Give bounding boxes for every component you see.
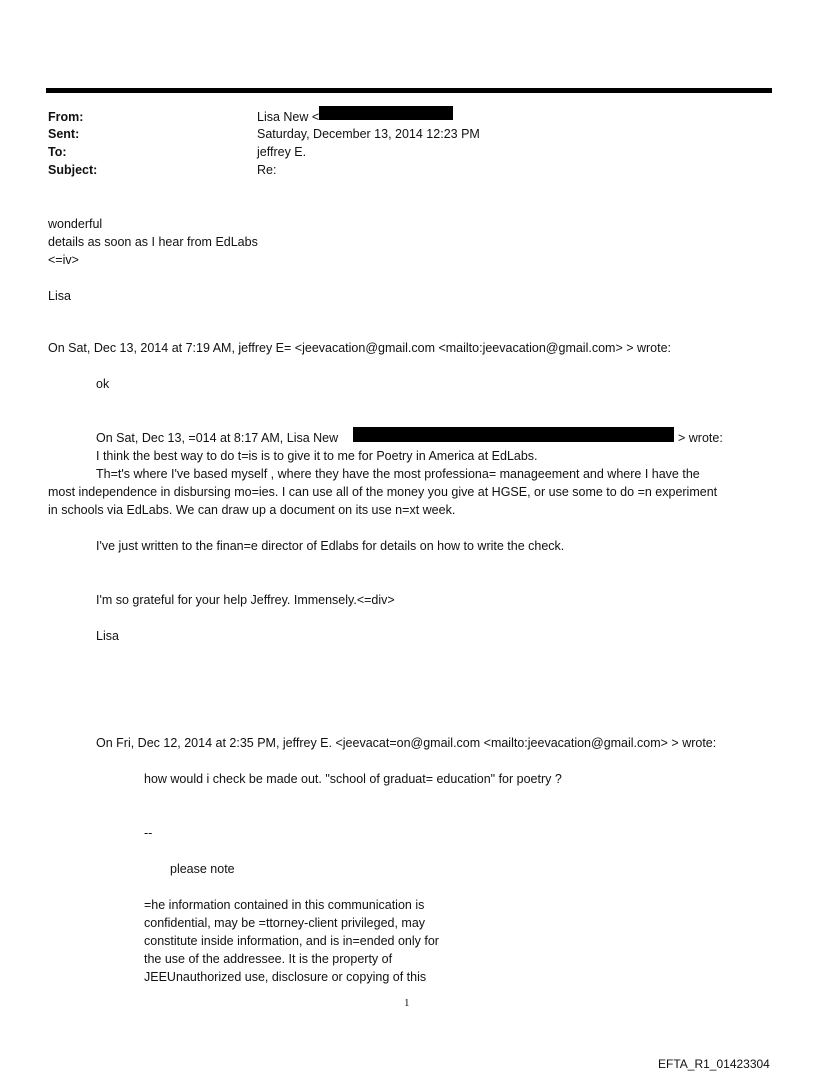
- quote2-signature: Lisa: [96, 629, 119, 643]
- sent-label: Sent:: [48, 127, 80, 141]
- header-rule: [46, 88, 772, 93]
- disclaimer-line-3: constitute inside information, and is in=ended only for: [144, 934, 439, 948]
- subject-label: Subject:: [48, 163, 98, 177]
- subject-value: Re:: [257, 163, 277, 177]
- redaction-from: [319, 106, 453, 120]
- page-number: 1: [404, 997, 410, 1009]
- quote2-attribution-end: > wrote:: [678, 431, 723, 445]
- quote2-para1-line4: in schools via EdLabs. We can draw up a document on its use n=xt week.: [48, 503, 456, 517]
- document-id: EFTA_R1_01423304: [658, 1057, 770, 1071]
- redaction-email: [353, 427, 674, 442]
- quote2-para3: I'm so grateful for your help Jeffrey. Immensely.<=div>: [96, 593, 395, 607]
- from-value: Lisa New <: [257, 110, 320, 124]
- quote3-text: how would i check be made out. "school of graduat= education" for poetry ?: [144, 772, 562, 786]
- quote2-para2: I've just written to the finan=e director of Edlabs for details on how to write the check.: [96, 539, 565, 553]
- quote2-para1-line3: most independence in disbursing mo=ies. I can use all of the money you give at HGSE, or use some to do =n experiment: [48, 485, 718, 499]
- quote3-attribution: On Fri, Dec 12, 2014 at 2:35 PM, jeffrey E. <jeevacat=on@gmail.com <mailto:jeevacation@gmail.com> > wrote:: [96, 736, 717, 750]
- body-line-3: <=iv>: [48, 253, 79, 267]
- signature: Lisa: [48, 289, 71, 303]
- disclaimer-line-5: JEEUnauthorized use, disclosure or copying of this: [144, 970, 427, 984]
- body-line-1: wonderful: [48, 217, 103, 231]
- please-note: please note: [170, 862, 235, 876]
- disclaimer-line-4: the use of the addressee. It is the property of: [144, 952, 393, 966]
- to-value: jeffrey E.: [257, 145, 307, 159]
- body-line-2: details as soon as I hear from EdLabs: [48, 235, 258, 249]
- quote2-para1-line2: Th=t's where I've based myself , where they have the most professiona= manageement and where I have the: [96, 467, 700, 481]
- quote1-text: ok: [96, 377, 110, 391]
- to-label: To:: [48, 145, 67, 159]
- signature-dashes: --: [144, 826, 153, 840]
- quote2-para1-line1: I think the best way to do t=is is to give it to me for Poetry in America at EdLabs.: [96, 449, 538, 463]
- quote2-attribution-start: On Sat, Dec 13, =014 at 8:17 AM, Lisa New: [96, 431, 339, 445]
- sent-value: Saturday, December 13, 2014 12:23 PM: [257, 127, 480, 141]
- disclaimer-line-2: confidential, may be =ttorney-client privileged, may: [144, 916, 426, 930]
- quote1-attribution: On Sat, Dec 13, 2014 at 7:19 AM, jeffrey E= <jeevacation@gmail.com <mailto:jeevacation@gmail.com> > wrote:: [48, 341, 672, 355]
- from-label: From:: [48, 110, 84, 124]
- disclaimer-line-1: =he information contained in this communication is: [144, 898, 425, 912]
